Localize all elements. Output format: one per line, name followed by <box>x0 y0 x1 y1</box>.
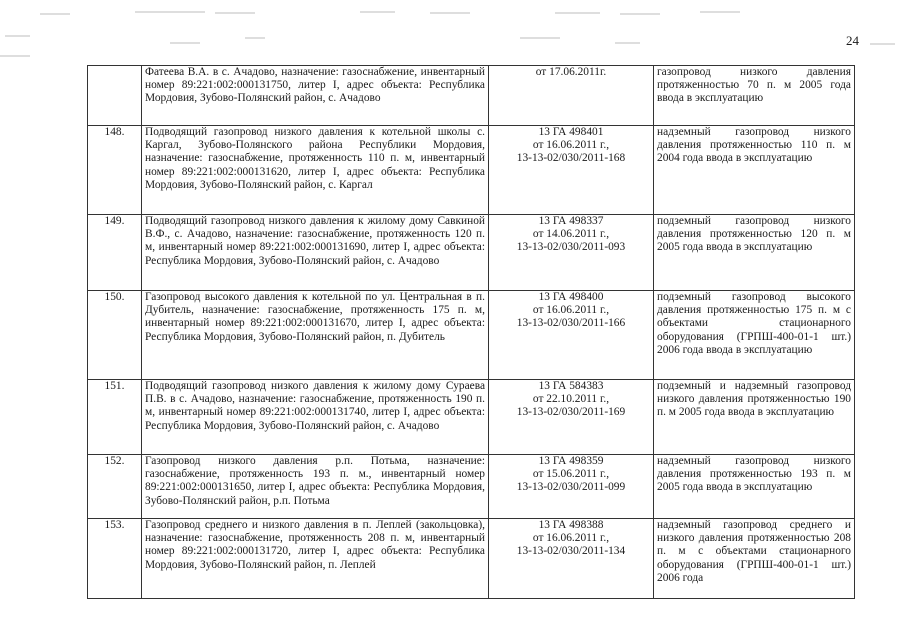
certificate-line: от 22.10.2011 г., <box>532 393 610 406</box>
row-number: 150. <box>88 291 142 380</box>
row-number: 153. <box>88 519 142 599</box>
table-row <box>88 126 855 215</box>
page-number: 24 <box>846 33 859 48</box>
registration-certificate <box>489 126 654 215</box>
certificate-line: 13 ГА 498337 <box>538 215 604 227</box>
certificate-line: от 14.06.2011 г., <box>532 228 610 241</box>
table-row <box>88 519 855 599</box>
property-registry-table <box>87 65 855 599</box>
row-number: 152. <box>88 455 142 519</box>
certificate-line: 13-13-02/030/2011-168 <box>516 152 626 165</box>
object-description: Газопровод среднего и низкого давления в п. Леплей (закольцовка), назначение: газоснабжение, протяженность 208 п. м, инвентарный номер 89:221:002:000131720, литер I, адрес объекта: Республика Мордовия, Зубово-Полянский район, п. Леплей <box>142 519 489 599</box>
object-description: Подводящий газопровод низкого давления к жилому дому Сураева П.В. в с. Ачадово, назначение: газоснабжение, протяженность 190 п. м, инвентарный номер 89:221:002:000131740, литер I, адрес объекта: Республика Мордовия, Зубово-Полянский район, с. Ачадово <box>142 380 489 455</box>
certificate-line: 13-13-02/030/2011-166 <box>516 317 626 330</box>
object-description: Газопровод высокого давления к котельной по ул. Центральная в п. Дубитель, назначение: газоснабжение, протяженность 175 п. м, инвентарный номер 89:221:002:000131670, литер I, адрес объекта: Республика Мордовия, Зубово-Полянский район, п. Дубитель <box>142 291 489 380</box>
row-number: 148. <box>88 126 142 215</box>
certificate-line: от 15.06.2011 г., <box>532 468 610 481</box>
object-description: Фатеева В.А. в с. Ачадово, назначение: газоснабжение, инвентарный номер 89:221:002:000131750, литер I, адрес объекта: Республика Мордовия, Зубово-Полянский район, с. Ачадово <box>142 66 489 126</box>
certificate-line: 13 ГА 584383 <box>538 380 604 392</box>
table-row <box>88 455 855 519</box>
technical-characteristics: подземный и надземный газопровод низкого давления протяженностью 190 п. м 2005 года ввода в эксплуатацию <box>654 380 855 455</box>
technical-characteristics: подземный газопровод низкого давления протяженностью 120 п. м 2005 года ввода в эксплуатацию <box>654 215 855 291</box>
certificate-line: 13 ГА 498400 <box>538 291 604 303</box>
object-description: Подводящий газопровод низкого давления к жилому дому Савкиной В.Ф., с. Ачадово, назначение: газоснабжение, протяженность 120 п. м, инвентарный номер 89:221:002:000131690, литер I, адрес объекта: Республика Мордовия, Зубово-Полянский район, с. Ачадово <box>142 215 489 291</box>
row-number <box>88 66 142 126</box>
certificate-line: 13-13-02/030/2011-099 <box>516 481 626 494</box>
certificate-line: от 16.06.2011 г., <box>532 139 610 152</box>
row-number: 149. <box>88 215 142 291</box>
registration-certificate <box>489 380 654 455</box>
registration-certificate <box>489 215 654 291</box>
registration-certificate <box>489 66 654 126</box>
technical-characteristics: надземный газопровод низкого давления протяженностью 193 п. м 2005 года ввода в эксплуатацию <box>654 455 855 519</box>
certificate-line: 13-13-02/030/2011-134 <box>516 545 626 558</box>
certificate-line: от 16.06.2011 г., <box>532 304 610 317</box>
technical-characteristics: надземный газопровод низкого давления протяженностью 110 п. м 2004 года ввода в эксплуатацию <box>654 126 855 215</box>
table-row <box>88 66 855 126</box>
technical-characteristics: газопровод низкого давления протяженностью 70 п. м 2005 года ввода в эксплуатацию <box>654 66 855 126</box>
certificate-line: 13-13-02/030/2011-093 <box>516 241 626 254</box>
certificate-line: от 16.06.2011 г., <box>532 532 610 545</box>
technical-characteristics: подземный газопровод высокого давления протяженностью 175 п. м с объектами стационарного оборудования (ГРПШ-400-01-1 шт.) 2006 года ввода в эксплуатацию <box>654 291 855 380</box>
scan-noise-decoration <box>0 0 905 60</box>
object-description: Подводящий газопровод низкого давления к котельной школы с. Каргал, Зубово-Полянского района Республики Мордовия, назначение: газоснабжение, протяженность 110 п. м, инвентарный номер 89:221:002:000131620, литер I, адрес объекта: Республика Мордовия, Зубово-Полянский район, с. Каргал <box>142 126 489 215</box>
registration-certificate <box>489 291 654 380</box>
certificate-line: 13 ГА 498388 <box>538 519 604 531</box>
object-description: Газопровод низкого давления р.п. Потьма, назначение: газоснабжение, протяженность 193 п. м., инвентарный номер 89:221:002:000131650, литер I, адрес объекта: Республика Мордовия, Зубово-Полянский район, р.п. Потьма <box>142 455 489 519</box>
table-row <box>88 291 855 380</box>
certificate-line: 13 ГА 498359 <box>538 455 604 467</box>
certificate-line: от 17.06.2011г. <box>535 66 607 78</box>
table-row <box>88 215 855 291</box>
registration-certificate <box>489 455 654 519</box>
row-number: 151. <box>88 380 142 455</box>
table-row <box>88 380 855 455</box>
certificate-line: 13-13-02/030/2011-169 <box>516 406 626 419</box>
registration-certificate <box>489 519 654 599</box>
technical-characteristics: надземный газопровод среднего и низкого давления протяженностью 208 п. м с объектами стационарного оборудования (ГРПШ-400-01-1 шт.) 2006 года <box>654 519 855 599</box>
certificate-line: 13 ГА 498401 <box>538 126 604 138</box>
